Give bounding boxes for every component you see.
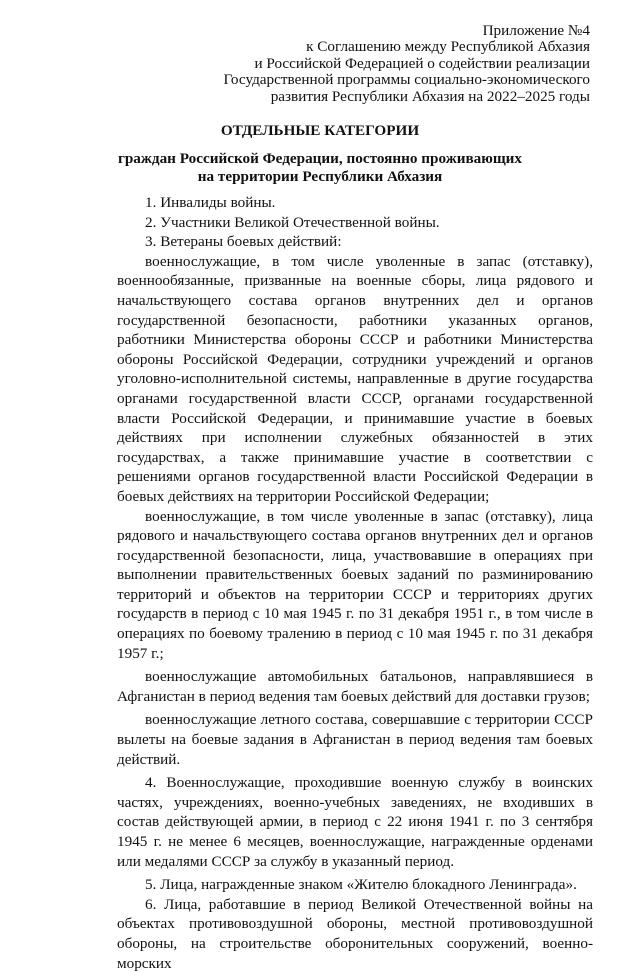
paragraph: военнослужащие автомобильных батальонов, направлявшиеся в Афганистан в период ведения там боевых действий для доставки грузов;: [117, 668, 593, 705]
document-subtitle: [0, 150, 640, 185]
appendix-line: Приложение №4: [482, 22, 590, 39]
document-body: [117, 193, 593, 973]
list-item: 2. Участники Великой Отечественной войны.: [145, 213, 440, 231]
list-item: 3. Ветераны боевых действий:: [145, 233, 342, 251]
subtitle-line: на территории Республики Абхазия: [197, 167, 443, 185]
appendix-line: Государственной программы социально-экономического: [223, 71, 590, 89]
paragraph: военнослужащие, в том числе уволенные в запас (отставку), военнообязанные, призванные на военные сборы, лица рядового и начальствующего состава органов внутренних дел и органов государственной безопасности, работники указанных органов, работники Министерства обороны СССР и работники Министерства обороны Российской Федерации, сотрудники учреждений и органов уголовно-исполнительной системы, направленные в другие государства органами государственной власти СССР, органами государственной власти Российской Федерации, и принимавшие участие в боевых действиях при исполнении служебных обязанностей в этих государствах, а также принимавшие участие в соответствии с решениями органов государственной власти Российской Федерации в боевых действиях на территории Российской Федерации;: [117, 252, 593, 505]
appendix-line: к Соглашению между Республикой Абхазия: [306, 38, 590, 56]
list-item: 1. Инвалиды войны.: [145, 194, 276, 211]
list-item: 4. Военнослужащие, проходившие военную службу в воинских частях, учреждениях, военно-учебных заведениях, не входивших в состав действующей армии, в период с 22 июня 1941 г. по 3 сентября 1945 г. не менее 6 месяцев, военнослужащие, награжденные орденами или медалями СССР за службу в указанный период.: [117, 774, 593, 870]
appendix-line: развития Республики Абхазия на 2022–2025 годы: [270, 87, 590, 105]
document-title: ОТДЕЛЬНЫЕ КАТЕГОРИИ: [220, 122, 420, 139]
paragraph: военнослужащие летного состава, совершавшие с территории СССР вылеты на боевые задания в Афганистан в период ведения там боевых действий.: [117, 711, 593, 768]
appendix-line: и Российской Федерацией о содействии реализации: [254, 54, 590, 72]
subtitle-line: граждан Российской Федерации, постоянно проживающих: [117, 150, 523, 167]
paragraph: военнослужащие, в том числе уволенные в запас (отставку), лица рядового и начальствующего состава органов внутренних дел и органов государственной безопасности, лица, участвовавшие в операциях при выполнении правительственных боевых заданий по разминированию территорий и объектов на территории СССР и территориях других государств в период с 10 мая 1945 г. по 31 декабря 1951 г., в том числе в операциях по боевому тралению в период с 10 мая 1945 г. по 31 декабря 1957 г.;: [117, 507, 593, 662]
list-item: 6. Лица, работавшие в период Великой Отечественной войны на объектах противовоздушной обороны, местной противовоздушной обороны, на строительстве оборонительных сооружений, военно-морских: [117, 895, 593, 972]
appendix-header: [120, 23, 590, 105]
list-item: 5. Лица, награжденные знаком «Жителю блокадного Ленинграда».: [145, 876, 577, 894]
